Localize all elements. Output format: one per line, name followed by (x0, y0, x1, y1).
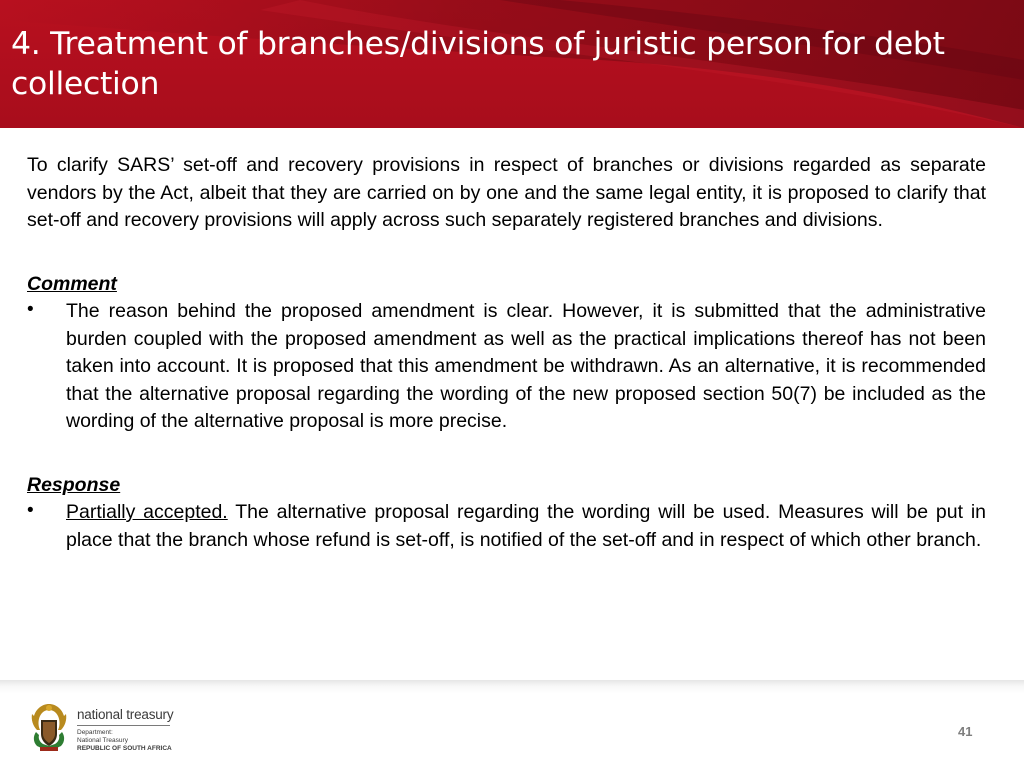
coat-of-arms-icon (28, 700, 70, 752)
dept-line-1: Department: (77, 729, 113, 736)
page-number: 41 (958, 724, 973, 739)
bullet-icon: • (27, 299, 34, 320)
slide-body (27, 152, 986, 554)
response-bullet (27, 499, 986, 554)
intro-paragraph: To clarify SARS’ set-off and recovery provisions in respect of branches or divisions regarded as separate vendors by the Act, albeit that they are carried on by one and the same legal entity, it is proposed to clarify that set-off and recovery provisions will apply across such separately registered branches and divisions. (27, 154, 986, 231)
treasury-brand (77, 707, 173, 753)
response-heading: Response (27, 473, 121, 496)
comment-text: The reason behind the proposed amendment is clear. However, it is submitted that the administrative burden coupled with the proposed amendment as well as the practical implications thereof has not been taken into account. It is proposed that this amendment be withdrawn. As an alternative, it is recommended that the alternative proposal regarding the wording of the new proposed section 50(7) be included as the wording of the alternative proposal is more precise. (66, 300, 986, 432)
comment-section (27, 271, 986, 436)
bullet-icon: • (27, 500, 34, 521)
comment-heading: Comment (27, 272, 117, 295)
brand-divider (77, 725, 170, 726)
dept-line-3: REPUBLIC OF SOUTH AFRICA (77, 745, 172, 752)
title-banner (0, 0, 1024, 128)
response-text: The alternative proposal regarding the wording will be used. Measures will be put in place that the branch whose refund is set-off, is notified of the set-off and in respect of which other branch. (66, 501, 986, 551)
slide-title: 4. Treatment of branches/divisions of juristic person for debt collection (11, 26, 945, 102)
comment-bullet (27, 298, 986, 436)
response-lead: Partially accepted. (66, 501, 228, 523)
dept-line-2: National Treasury (77, 737, 128, 744)
response-section (27, 472, 986, 555)
brand-name: national treasury (77, 707, 174, 722)
